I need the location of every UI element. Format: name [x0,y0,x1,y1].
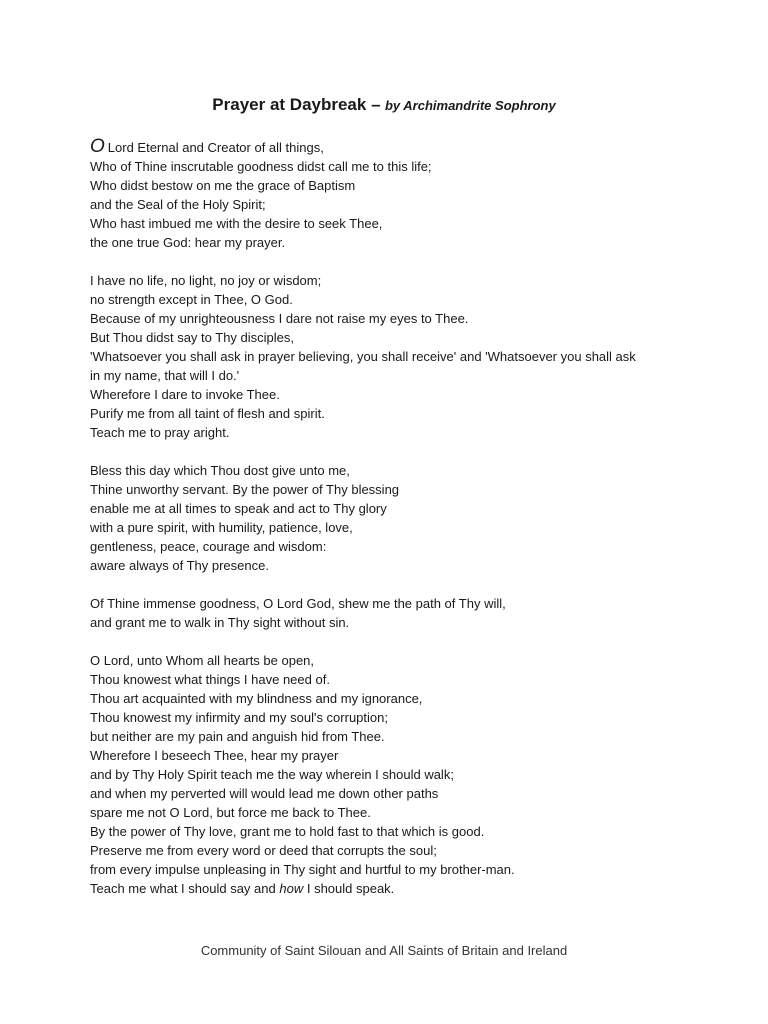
verse-line: spare me not O Lord, but force me back to Thee. [90,805,371,820]
prayer-body [90,137,710,917]
emphasis-word: how [279,881,304,896]
verse-line: Teach me to pray aright. [90,425,230,440]
author-byline: by Archimandrite Sophrony [384,98,556,113]
verse-line: Wherefore I dare to invoke Thee. [90,387,280,402]
initial-letter: O [90,136,105,157]
verse-line: By the power of Thy love, grant me to hold fast to that which is good. [90,824,485,839]
verse-line: no strength except in Thee, O God. [90,292,293,307]
stanza-3 [90,461,710,575]
verse-line: gentleness, peace, courage and wisdom: [90,539,327,554]
verse-line: but neither are my pain and anguish hid from Thee. [90,729,385,744]
verse-line [90,137,710,157]
verse-line-text: Lord Eternal and Creator of all things, [107,140,324,155]
verse-line: I have no life, no light, no joy or wisdom; [90,273,322,288]
verse-line: with a pure spirit, with humility, patience, love, [90,520,353,535]
verse-line: Of Thine immense goodness, O Lord God, shew me the path of Thy will, [90,596,506,611]
footer-community: Community of Saint Silouan and All Saints of Britain and Ireland [200,943,568,958]
title-text: Prayer at Daybreak – [212,95,381,114]
verse-line: 'Whatsoever you shall ask in prayer believing, you shall receive' and 'Whatsoever you shall ask [90,349,636,364]
verse-line: Preserve me from every word or deed that corrupts the soul; [90,843,437,858]
verse-line: O Lord, unto Whom all hearts be open, [90,653,315,668]
stanza-1 [90,137,710,252]
stanza-2 [90,271,710,442]
verse-line: Because of my unrighteousness I dare not raise my eyes to Thee. [90,311,469,326]
verse-line-final [90,879,710,898]
verse-line: and the Seal of the Holy Spirit; [90,197,266,212]
verse-line: the one true God: hear my prayer. [90,235,286,250]
verse-line: Purify me from all taint of flesh and spirit. [90,406,325,421]
verse-line: in my name, that will I do.' [90,368,240,383]
final-line-end: I should speak. [306,881,395,896]
page-title [0,95,768,115]
stanza-4 [90,594,710,632]
verse-line: aware always of Thy presence. [90,558,269,573]
verse-line: Thou art acquainted with my blindness and my ignorance, [90,691,423,706]
verse-line: and by Thy Holy Spirit teach me the way wherein I should walk; [90,767,454,782]
verse-line: enable me at all times to speak and act to Thy glory [90,501,387,516]
verse-line: Who didst bestow on me the grace of Baptism [90,178,356,193]
verse-line: and grant me to walk in Thy sight without sin. [90,615,350,630]
stanza-5 [90,651,710,898]
verse-line: Bless this day which Thou dost give unto me, [90,463,350,478]
verse-line: Thine unworthy servant. By the power of Thy blessing [90,482,400,497]
verse-line: Who of Thine inscrutable goodness didst call me to this life; [90,159,432,174]
verse-line: Wherefore I beseech Thee, hear my prayer [90,748,339,763]
verse-line: Thou knowest my infirmity and my soul's corruption; [90,710,388,725]
verse-line: Thou knowest what things I have need of. [90,672,330,687]
verse-line: and when my perverted will would lead me down other paths [90,786,439,801]
final-line-start: Teach me what I should say and [90,881,276,896]
verse-line: from every impulse unpleasing in Thy sight and hurtful to my brother-man. [90,862,515,877]
verse-line: But Thou didst say to Thy disciples, [90,330,295,345]
verse-line: Who hast imbued me with the desire to seek Thee, [90,216,383,231]
